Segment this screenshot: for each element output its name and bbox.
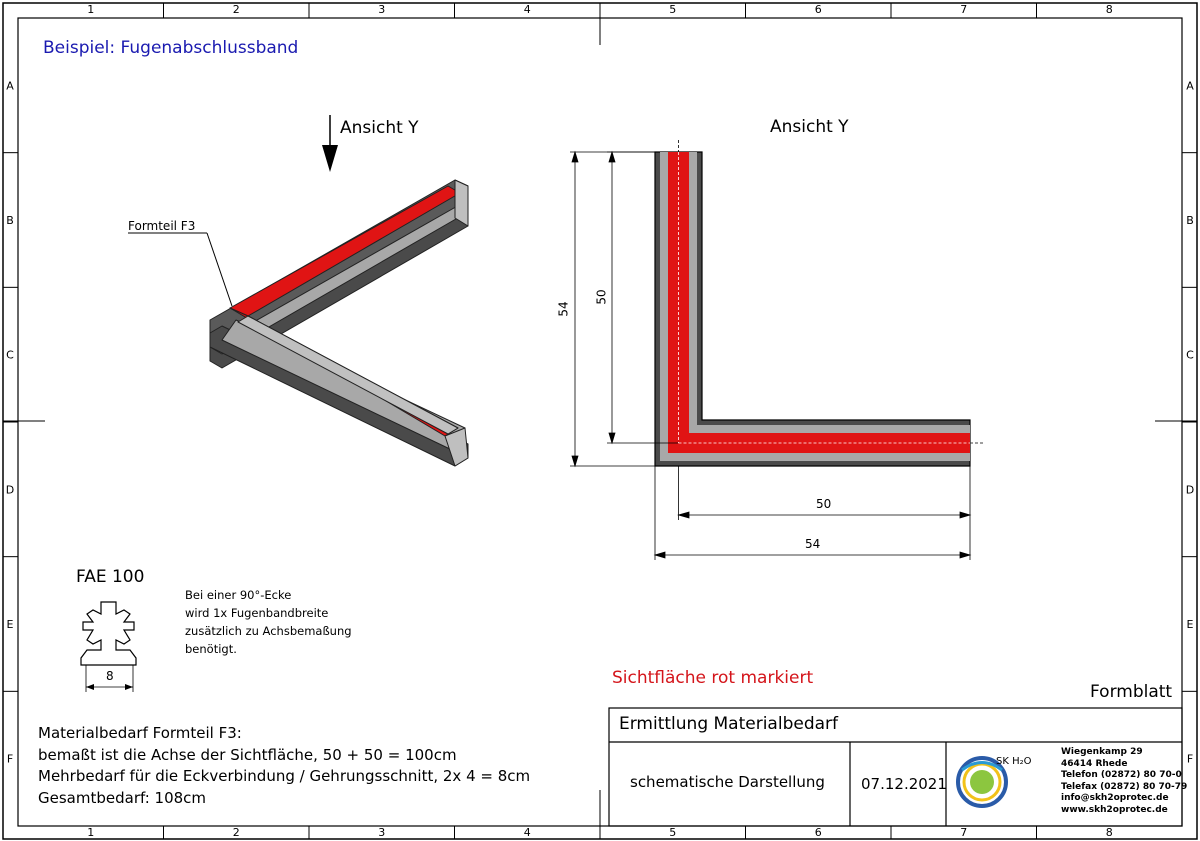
corner-note	[185, 586, 352, 658]
row-label: D	[1185, 483, 1195, 497]
part-leader	[128, 233, 232, 306]
address-line: www.skh2oprotec.de	[1061, 804, 1168, 815]
address-line: Telefon (02872) 80 70-0	[1061, 770, 1182, 780]
column-label: 4	[523, 3, 531, 16]
address-line: info@skh2oprotec.de	[1061, 793, 1169, 803]
column-label: 1	[87, 3, 95, 16]
column-label: 2	[232, 3, 240, 16]
titleblock-heading: Ermittlung Materialbedarf	[619, 714, 839, 734]
row-label: A	[1186, 79, 1194, 93]
row-label: D	[5, 483, 15, 497]
row-label: E	[1186, 618, 1194, 631]
dimension-lines	[570, 152, 970, 560]
row-label: C	[1186, 348, 1194, 362]
row-label: F	[1186, 752, 1194, 766]
outer-frame	[3, 3, 1197, 839]
address-line: Telefax (02872) 80 70-79	[1061, 781, 1188, 792]
note-line: wird 1x Fugenbandbreite	[185, 606, 329, 620]
material-calculation	[38, 723, 530, 809]
note-line: zusätzlich zu Achsbemaßung	[185, 624, 352, 638]
column-label: 1	[87, 826, 95, 839]
row-label: B	[1186, 214, 1194, 227]
column-label: 8	[1105, 3, 1113, 16]
material-line: Materialbedarf Formteil F3:	[38, 724, 242, 742]
material-line: Gesamtbedarf: 108cm	[38, 788, 207, 807]
profile-width-dim: 8	[106, 669, 114, 683]
material-line: Mehrbedarf für die Eckverbindung / Gehrungsschnitt, 2x 4 = 8cm	[38, 767, 531, 785]
visible-face-note: Sichtfläche rot markiert	[612, 668, 814, 688]
column-label: 5	[669, 826, 677, 839]
material-line: bemaßt ist die Achse der Sichtfläche, 50 + 50 = 100cm	[38, 745, 457, 764]
titleblock-date: 07.12.2021	[861, 775, 947, 793]
form-label: Formblatt	[1090, 682, 1173, 702]
dim-horizontal-54: 54	[805, 537, 821, 551]
dim-vertical-54: 54	[556, 301, 571, 317]
titleblock-description: schematische Darstellung	[630, 773, 825, 791]
row-label: A	[6, 79, 14, 93]
column-label: 3	[378, 826, 386, 839]
note-line: Bei einer 90°-Ecke	[185, 588, 292, 602]
dim-vertical-50: 50	[594, 289, 609, 305]
column-label: 4	[523, 826, 531, 839]
column-label: 8	[1105, 826, 1113, 839]
company-address	[1061, 747, 1187, 816]
view-arrow	[322, 115, 338, 172]
row-label: E	[6, 618, 14, 631]
column-label: 3	[378, 3, 386, 16]
column-label: 2	[232, 826, 240, 839]
row-label: C	[6, 348, 14, 362]
profile-name: FAE 100	[76, 567, 145, 587]
row-label: B	[6, 214, 14, 227]
iso-corner-part	[210, 180, 468, 466]
address-line: Wiegenkamp 29	[1061, 747, 1143, 757]
part-label: Formteil F3	[128, 219, 196, 233]
address-line: 46414 Rhede	[1061, 758, 1128, 769]
front-view-l-profile	[655, 140, 985, 466]
inner-frame	[18, 18, 1182, 826]
dim-horizontal-50: 50	[816, 497, 832, 511]
row-labels	[6, 79, 1194, 765]
view-arrow-label: Ansicht Y	[340, 118, 419, 138]
column-label: 7	[960, 3, 968, 16]
column-label: 6	[814, 3, 822, 16]
column-label: 5	[669, 3, 677, 16]
column-label: 7	[960, 826, 968, 839]
row-label: F	[6, 752, 14, 766]
drawing-title: Beispiel: Fugenabschlussband	[43, 38, 299, 58]
logo-text: SK H₂O	[996, 756, 1032, 767]
column-label: 6	[814, 826, 822, 839]
front-view-title: Ansicht Y	[770, 117, 849, 137]
note-line: benötigt.	[185, 642, 237, 656]
